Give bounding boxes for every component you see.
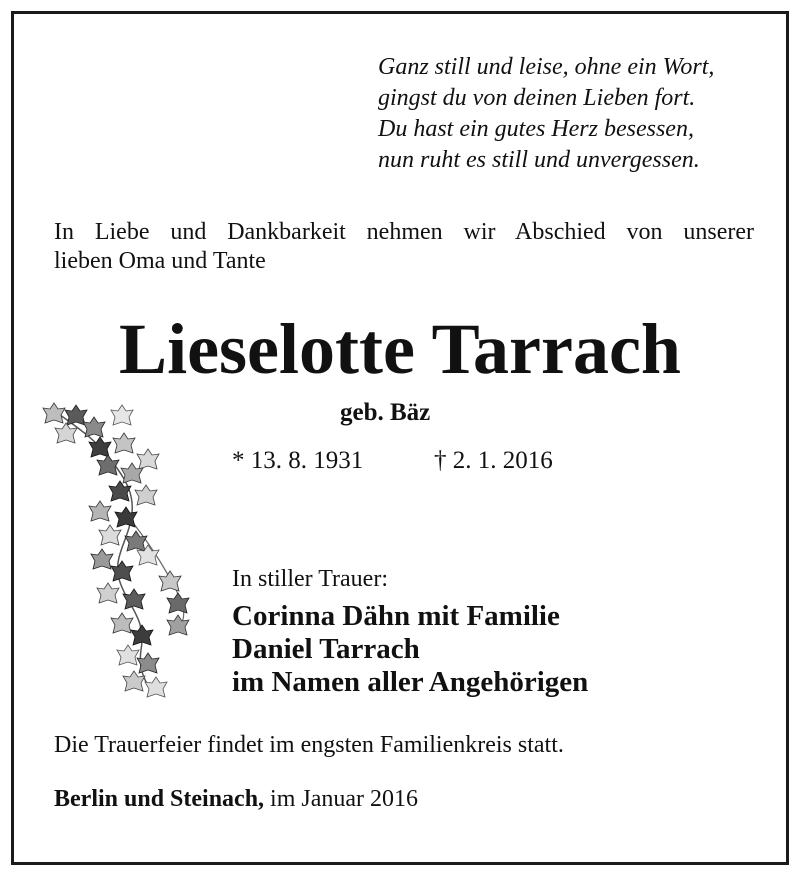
ivy-leaf-icon xyxy=(111,405,133,425)
ivy-leaf-icon xyxy=(43,403,65,423)
ivy-leaf-icon xyxy=(91,549,113,569)
ivy-leaf-icon xyxy=(99,525,121,545)
ivy-leaf-icon xyxy=(83,417,105,437)
maiden-name: geb. Bäz xyxy=(340,399,431,426)
poem-line: Ganz still und leise, ohne ein Wort, xyxy=(378,54,715,80)
service-note: Die Trauerfeier findet im engsten Familienkreis statt. xyxy=(54,732,564,758)
poem-line: Du hast ein gutes Herz besessen, xyxy=(378,116,694,142)
intro-line-1: In Liebe und Dankbarkeit nehmen wir Abschied von unserer xyxy=(54,219,754,245)
ivy-leaf-icon xyxy=(109,481,131,501)
ivy-leaf-icon xyxy=(159,571,181,591)
ivy-leaf-icon xyxy=(111,613,133,633)
intro-text xyxy=(54,218,754,276)
ivy-leaf-icon xyxy=(111,561,133,581)
ivy-vine-icon xyxy=(36,400,201,700)
ivy-leaf-icon xyxy=(55,423,77,443)
ivy-leaf-icon xyxy=(115,507,137,527)
mourner-name: im Namen aller Angehörigen xyxy=(232,666,589,698)
ivy-leaf-icon xyxy=(167,593,189,613)
place: Berlin und Steinach, xyxy=(54,786,265,812)
ivy-leaf-icon xyxy=(89,501,111,521)
poem-line: gingst du von deinen Lieben fort. xyxy=(378,85,696,111)
ivy-leaf-icon xyxy=(117,645,139,665)
date: im Januar 2016 xyxy=(270,786,419,812)
intro-line-2: lieben Oma und Tante xyxy=(54,248,266,274)
ivy-leaf-icon xyxy=(145,677,167,697)
ivy-leaf-icon xyxy=(137,449,159,469)
deceased-name: Lieselotte Tarrach xyxy=(119,309,681,389)
mourner-name: Corinna Dähn mit Familie xyxy=(232,600,560,632)
death-date: † 2. 1. 2016 xyxy=(434,447,553,474)
ivy-leaf-icon xyxy=(125,531,147,551)
birth-date: * 13. 8. 1931 xyxy=(232,447,364,474)
ivy-leaf-icon xyxy=(97,583,119,603)
ivy-leaf-icon xyxy=(123,671,145,691)
poem xyxy=(378,52,778,176)
poem-line: nun ruht es still und unvergessen. xyxy=(378,147,700,173)
ivy-leaf-icon xyxy=(113,433,135,453)
ivy-leaf-icon xyxy=(131,625,153,645)
place-date xyxy=(54,784,418,814)
mourner-name: Daniel Tarrach xyxy=(232,633,420,665)
mourners-list xyxy=(232,600,588,699)
ivy-leaf-icon xyxy=(97,455,119,475)
ivy-leaf-icon xyxy=(167,615,189,635)
ivy-leaf-icon xyxy=(135,485,157,505)
ivy-leaf-icon xyxy=(123,589,145,609)
mourning-label: In stiller Trauer: xyxy=(232,566,388,592)
